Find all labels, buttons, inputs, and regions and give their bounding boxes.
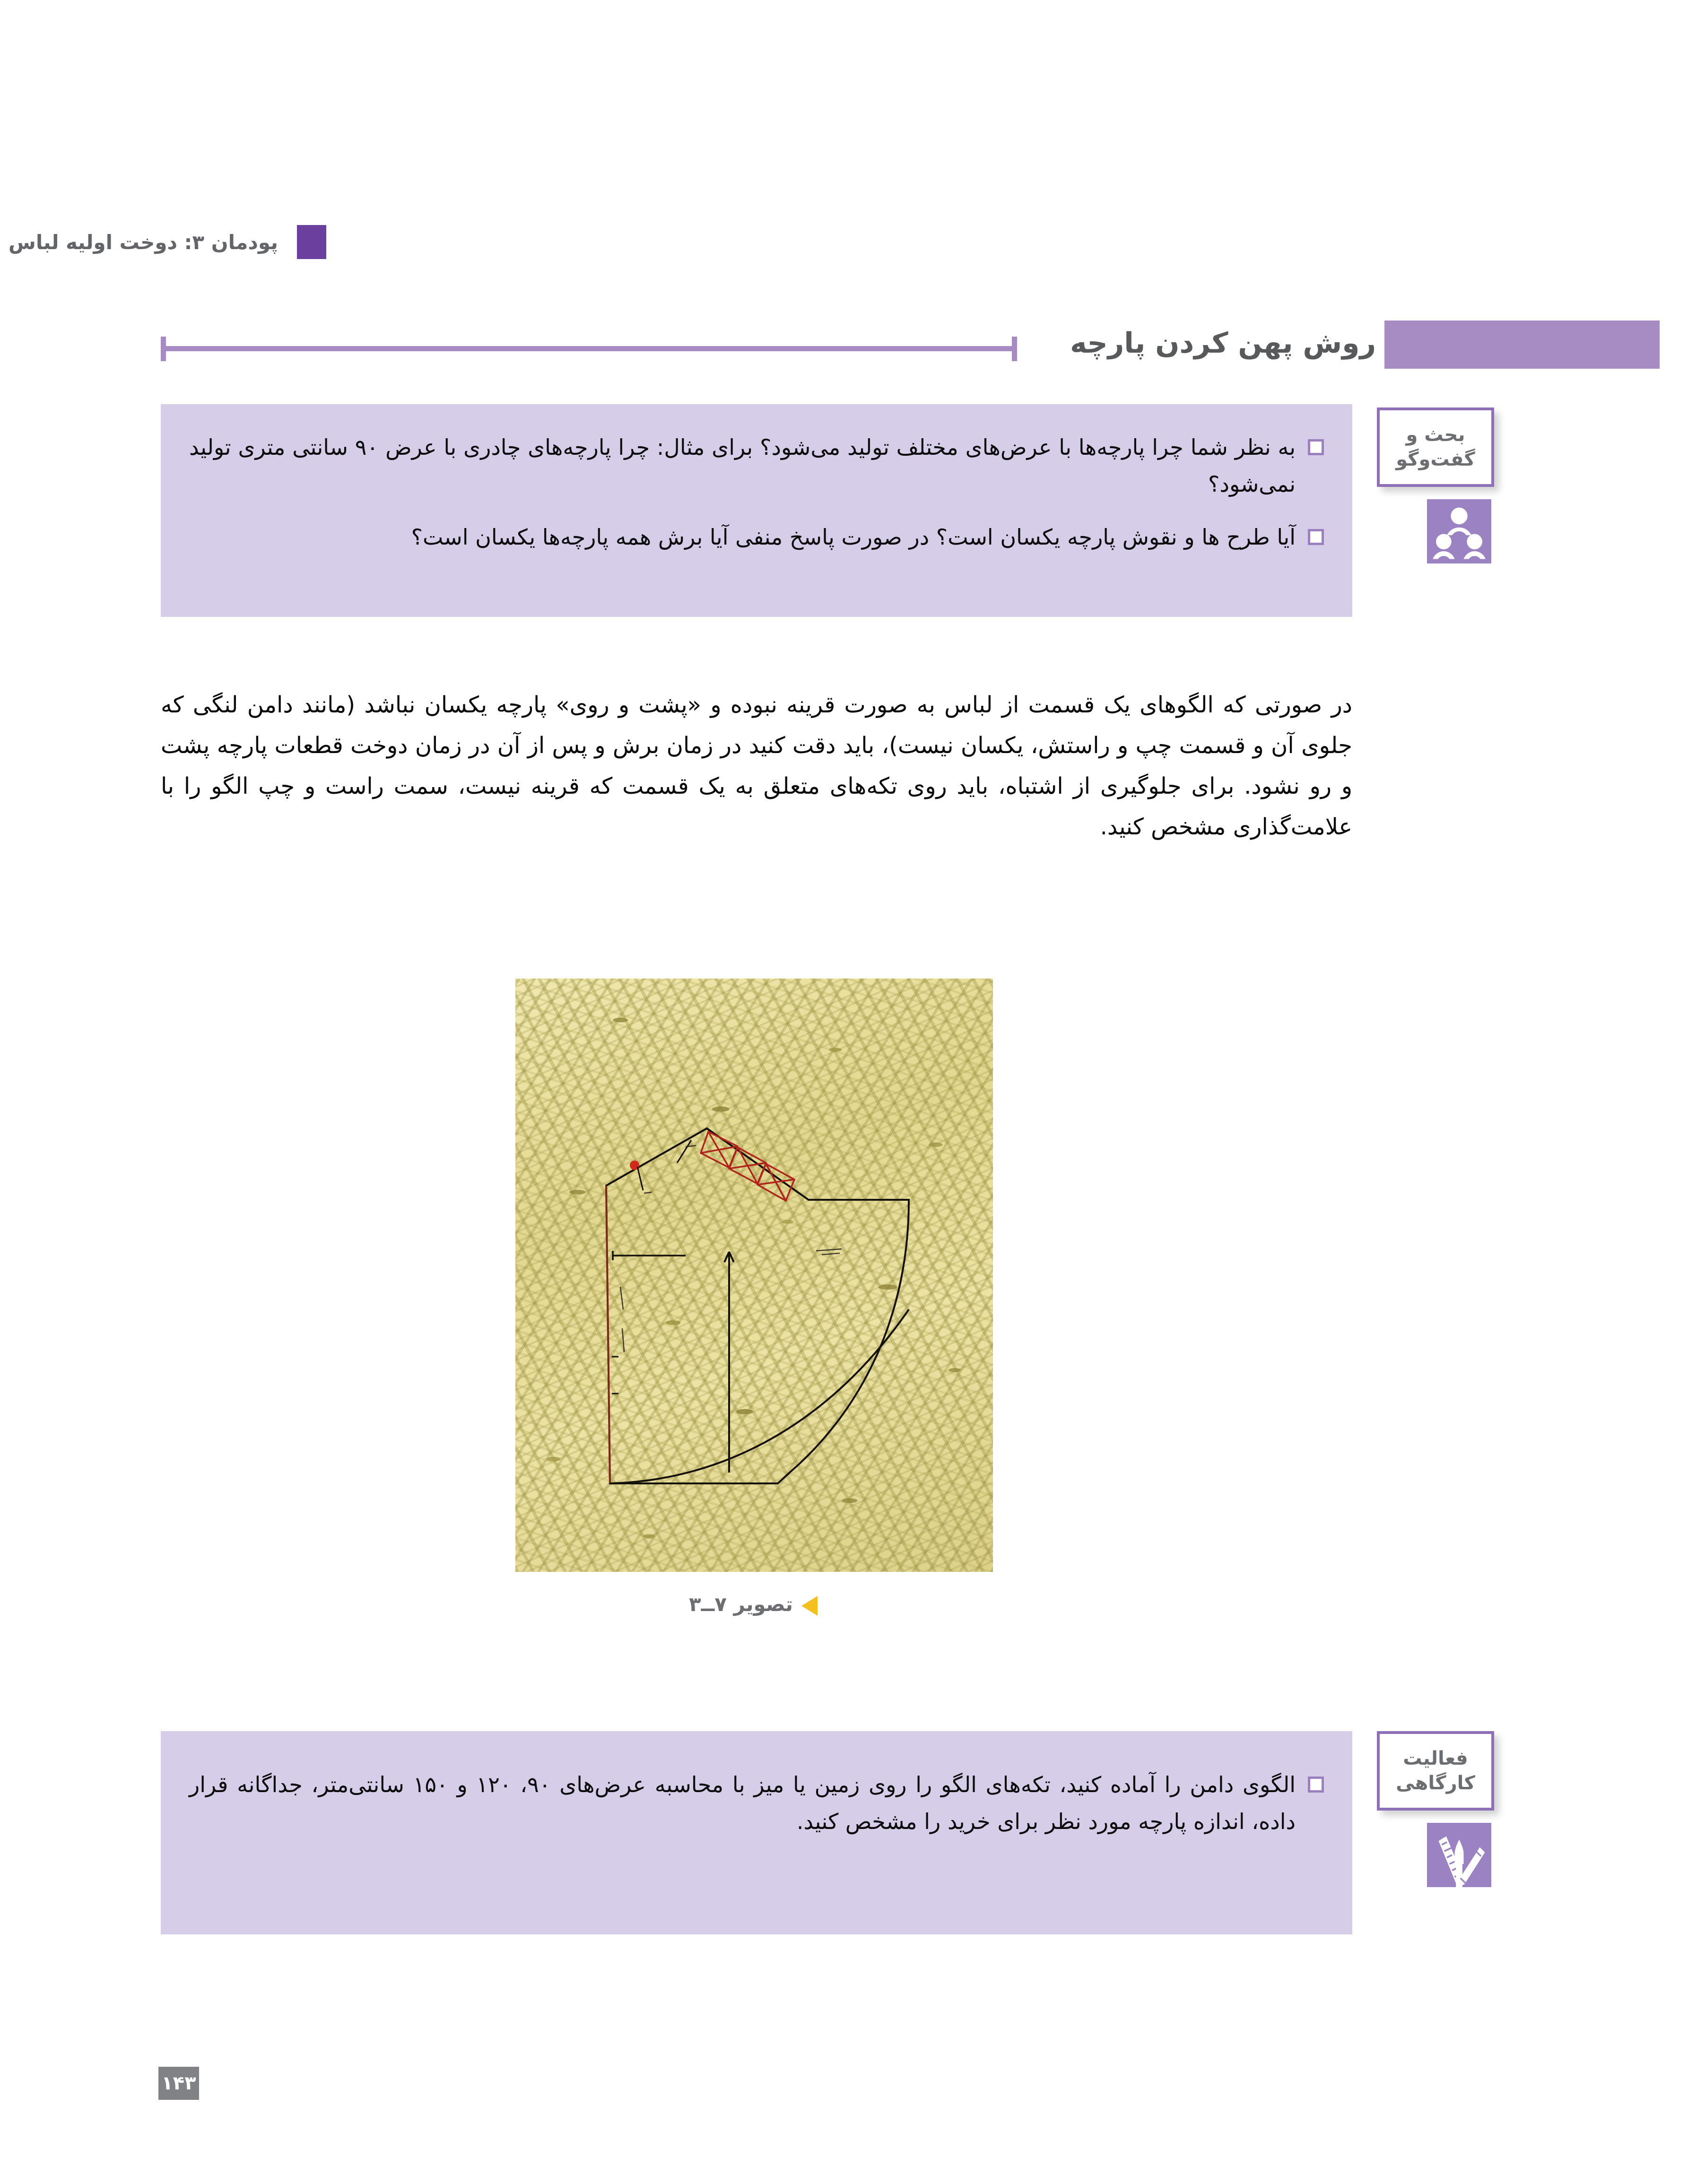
figure-caption-text: تصویر ۷ــ۳ (688, 1593, 793, 1616)
activity-list (189, 1766, 1324, 1840)
square-bullet-icon (1308, 529, 1324, 545)
discussion-item-text: به نظر شما چرا پارچه‌ها با عرض‌های مختلف تولید می‌شود؟ برای مثال: چرا پارچه‌های چادری با عرض ۹۰ سانتی متری تولید نمی‌شود؟ (189, 434, 1296, 497)
caption-triangle-icon (801, 1596, 818, 1616)
activity-label-line2: کارگاهی (1396, 1772, 1475, 1794)
section-title-row (161, 316, 1660, 373)
square-bullet-icon (1308, 1777, 1324, 1793)
discussion-marker-label (1377, 407, 1494, 487)
discussion-label-line2: گفت‌وگو (1396, 449, 1475, 470)
sewing-pattern-overlay (515, 979, 993, 1572)
running-header-text: پودمان ۳: دوخت اولیه لباس (8, 230, 278, 254)
list-item (189, 429, 1324, 503)
title-accent-bar (1384, 321, 1660, 369)
running-header (0, 218, 326, 266)
title-rule-cap-left (161, 337, 166, 361)
discussion-marker (1377, 407, 1494, 563)
activity-marker (1377, 1731, 1494, 1887)
activity-label-line1: فعالیت (1403, 1748, 1468, 1769)
figure (515, 979, 993, 1616)
body-paragraph: در صورتی که الگوهای یک قسمت از لباس به صورت قرینه نبوده و «پشت و روی» پارچه یکسان نباشد (مانند دامن لنگی که جلوی آن و قسمت چپ و راستش، یکسان نیست)، باید دقت کنید در زمان برش و پس از آن در زمان دوخت قطعات پارچه پشت و رو نشود. برای جلوگیری از اشتباه، باید روی تکه‌های متعلق به یک قسمت که قرینه نیست، سمت راست و چپ الگو را با علامت‌گذاری مشخص کنید. (161, 692, 1352, 840)
ruler-brush-pencil-icon (1427, 1823, 1491, 1887)
list-item (189, 519, 1324, 555)
fabric-pattern-photo (515, 979, 993, 1572)
square-bullet-icon (1308, 439, 1324, 455)
header-accent-square (297, 225, 326, 259)
figure-caption (515, 1593, 993, 1616)
page-number: ۱۴۳ (158, 2067, 199, 2100)
discussion-item-text: آیا طرح ها و نقوش پارچه یکسان است؟ در صورت پاسخ منفی آیا برش همه پارچه‌ها یکسان است؟ (411, 524, 1296, 550)
page-title: روش پهن کردن پارچه (1070, 327, 1376, 360)
discussion-label-line1: بحث و (1406, 424, 1465, 446)
title-rule (161, 346, 1017, 351)
activity-marker-label (1377, 1731, 1494, 1811)
discussion-box (161, 404, 1352, 617)
activity-item-text: الگوی دامن را آماده کنید، تکه‌های الگو را روی زمین یا میز با محاسبه عرض‌های ۹۰، ۱۲۰ و ۱۵۰ سانتی‌متر، جداگانه قرار داده، اندازه پارچه مورد نظر برای خرید را مشخص کنید. (189, 1772, 1296, 1834)
activity-box (161, 1731, 1352, 1934)
title-rule-cap-right (1012, 337, 1017, 361)
list-item (189, 1766, 1324, 1840)
three-people-icon (1427, 499, 1491, 563)
discussion-list (189, 429, 1324, 555)
